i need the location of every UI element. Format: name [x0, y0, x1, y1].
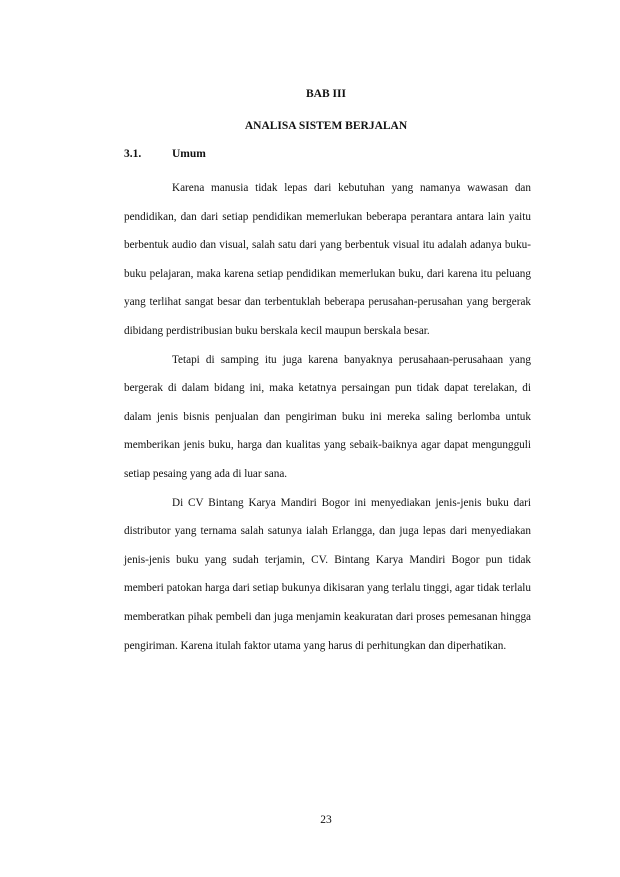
paragraph: Karena manusia tidak lepas dari kebutuhan yang namanya wawasan dan pendidikan, dan dari setiap pendidikan memerlukan beberapa perantara antara lain yaitu berbentuk audio dan visual, salah satu dari yang berbentuk visual itu adalah adanya buku-buku pelajaran, maka karena setiap pendidikan memerlukan buku, dari karena itu peluang yang terlihat sangat besar dan terbentuklah beberapa perusahan-perusahan yang bergerak dibidang perdistribusian buku berskala kecil maupun berskala besar.	[124, 182, 531, 337]
paragraph: Tetapi di samping itu juga karena banyaknya perusahaan-perusahaan yang bergerak di dalam bidang ini, maka ketatnya persaingan pun tidak dapat terelakan, di dalam jenis bisnis penjualan dan pengiriman buku ini mereka saling berlomba untuk memberikan jenis buku, harga dan kualitas yang sebaik-baiknya agar dapat mengungguli setiap pesaing yang ada di luar sana.	[124, 353, 531, 480]
section-number: 3.1.	[124, 148, 142, 160]
paragraph: Di CV Bintang Karya Mandiri Bogor ini menyediakan jenis-jenis buku dari distributor yang ternama salah satunya ialah Erlangga, dan juga lepas dari menyediakan jenis-jenis buku yang sudah terjamin, CV. Bintang Karya Mandiri Bogor pun tidak memberi patokan harga dari setiap bukunya dikisaran yang terlalu tinggi, agar tidak terlalu memberatkan pihak pembeli dan juga menjamin keakuratan dari proses pemesanan hingga pengiriman. Karena itulah faktor utama yang harus di perhitungkan dan diperhatikan.	[124, 496, 531, 652]
chapter-title: ANALISA SISTEM BERJALAN	[244, 120, 408, 132]
body-text	[124, 174, 531, 660]
section-heading	[124, 148, 206, 160]
chapter-heading: BAB III	[306, 88, 346, 100]
section-title: Umum	[172, 148, 206, 160]
page-number: 23	[320, 814, 332, 826]
